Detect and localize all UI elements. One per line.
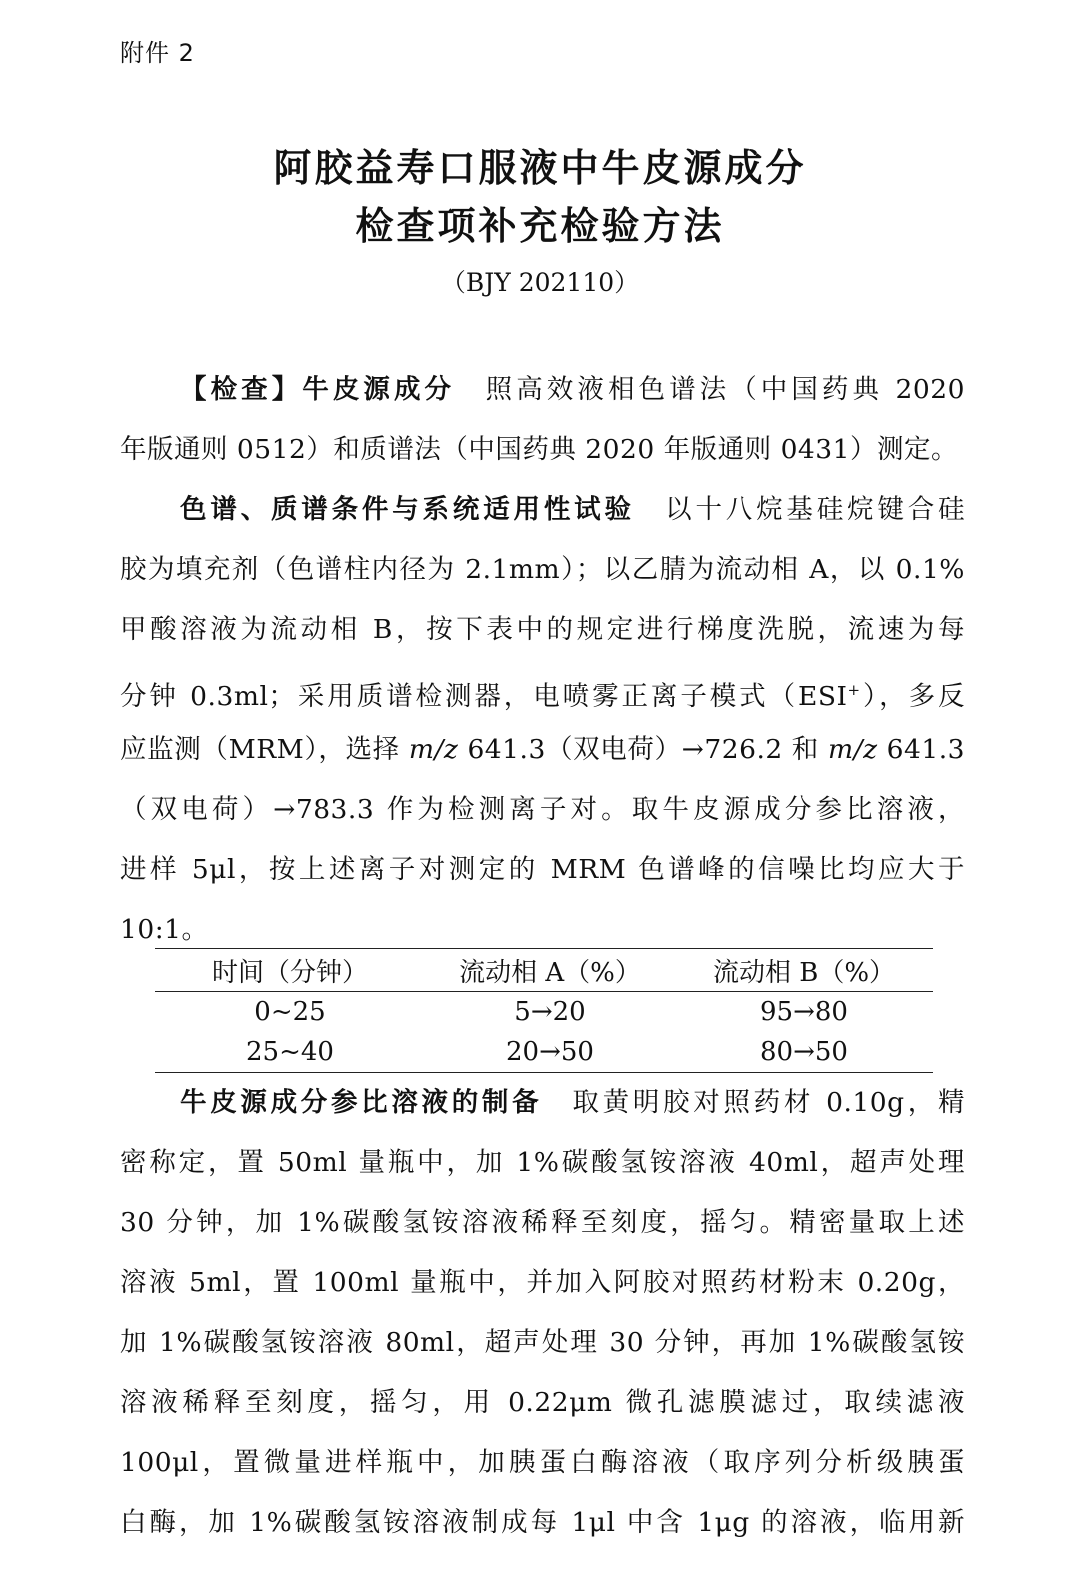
paragraph-line: 30 分钟，加 1%碳酸氢铵溶液稀释至刻度，摇匀。精密量取上述	[120, 1207, 965, 1238]
paragraph-line: 白酶，加 1%碳酸氢铵溶液制成每 1μl 中含 1μg 的溶液，临用新	[120, 1507, 965, 1538]
body-text-lower	[120, 1073, 965, 1553]
table-header-row	[155, 949, 933, 992]
document-title-line-1: 阿胶益寿口服液中牛皮源成分	[273, 146, 807, 190]
table-cell: 20→50	[506, 1037, 594, 1067]
section-heading-conditions: 色谱、质谱条件与系统适用性试验	[180, 494, 635, 525]
paragraph-line: （双电荷）→783.3 作为检测离子对。取牛皮源成分参比溶液，	[120, 794, 965, 825]
paragraph-text: 641.3（双电荷）→726.2 和	[458, 734, 829, 765]
table-header-time: 时间（分钟）	[211, 957, 368, 988]
paragraph-text: 应监测（MRM），选择	[120, 734, 409, 765]
table-header-phase-a: 流动相 A（%）	[459, 957, 641, 988]
table-cell: 0~25	[254, 997, 326, 1027]
table-row	[155, 992, 933, 1033]
paragraph-line: 甲酸溶液为流动相 B，按下表中的规定进行梯度洗脱，流速为每	[120, 614, 965, 645]
document-title-line-2: 检查项补充检验方法	[355, 204, 725, 248]
paragraph-line	[120, 660, 965, 720]
mz-symbol: m/z	[828, 734, 878, 765]
table-cell: 95→80	[760, 997, 848, 1027]
paragraph-line: 密称定，置 50ml 量瓶中，加 1%碳酸氢铵溶液 40ml，超声处理	[120, 1147, 965, 1178]
paragraph-text: ），多反	[860, 680, 965, 712]
paragraph-text: 641.3	[877, 734, 965, 765]
paragraph-line	[120, 480, 965, 540]
paragraph-line: 溶液 5ml，置 100ml 量瓶中，并加入阿胶对照药材粉末 0.20g，	[120, 1267, 965, 1298]
table-cell: 25~40	[246, 1037, 334, 1067]
paragraph-line: 溶液稀释至刻度，摇匀，用 0.22μm 微孔滤膜滤过，取续滤液	[120, 1387, 965, 1418]
table-row	[155, 1032, 933, 1073]
mz-symbol: m/z	[408, 734, 459, 765]
section-heading-inspection: 【检查】牛皮源成分	[180, 374, 456, 405]
paragraph-line: 胶为填充剂（色谱柱内径为 2.1mm）；以乙腈为流动相 A，以 0.1%	[120, 554, 965, 585]
document-code: （BJY 202110）	[440, 268, 640, 297]
paragraph-text: 分钟 0.3ml；采用质谱检测器，电喷雾正离子模式（ESI	[120, 680, 848, 712]
paragraph-line: 10:1。	[120, 914, 209, 945]
section-heading-reference-solution: 牛皮源成分参比溶液的制备	[180, 1087, 543, 1118]
paragraph-line: 加 1%碳酸氢铵溶液 80ml，超声处理 30 分钟，再加 1%碳酸氢铵	[120, 1327, 965, 1358]
paragraph-text: 照高效液相色谱法（中国药典 2020	[482, 374, 965, 405]
gradient-table	[155, 948, 933, 1073]
paragraph-line: 100μl，置微量进样瓶中，加胰蛋白酶溶液（取序列分析级胰蛋	[120, 1447, 965, 1478]
paragraph-text: 以十八烷基硅烷键合硅	[661, 494, 965, 525]
table-cell: 80→50	[760, 1037, 848, 1067]
paragraph-line	[120, 1073, 965, 1133]
table-header-phase-b: 流动相 B（%）	[712, 957, 896, 988]
superscript-plus: +	[847, 681, 861, 699]
paragraph-line	[120, 360, 965, 420]
paragraph-line: 进样 5μl，按上述离子对测定的 MRM 色谱峰的信噪比均应大于	[120, 854, 965, 885]
attachment-label: 附件 2	[120, 39, 195, 67]
paragraph-line: 年版通则 0512）和质谱法（中国药典 2020 年版通则 0431）测定。	[120, 434, 959, 465]
paragraph-line	[120, 720, 965, 780]
table-cell: 5→20	[514, 997, 586, 1027]
body-text-upper	[120, 360, 965, 960]
paragraph-text: 取黄明胶对照药材 0.10g，精	[569, 1087, 965, 1118]
